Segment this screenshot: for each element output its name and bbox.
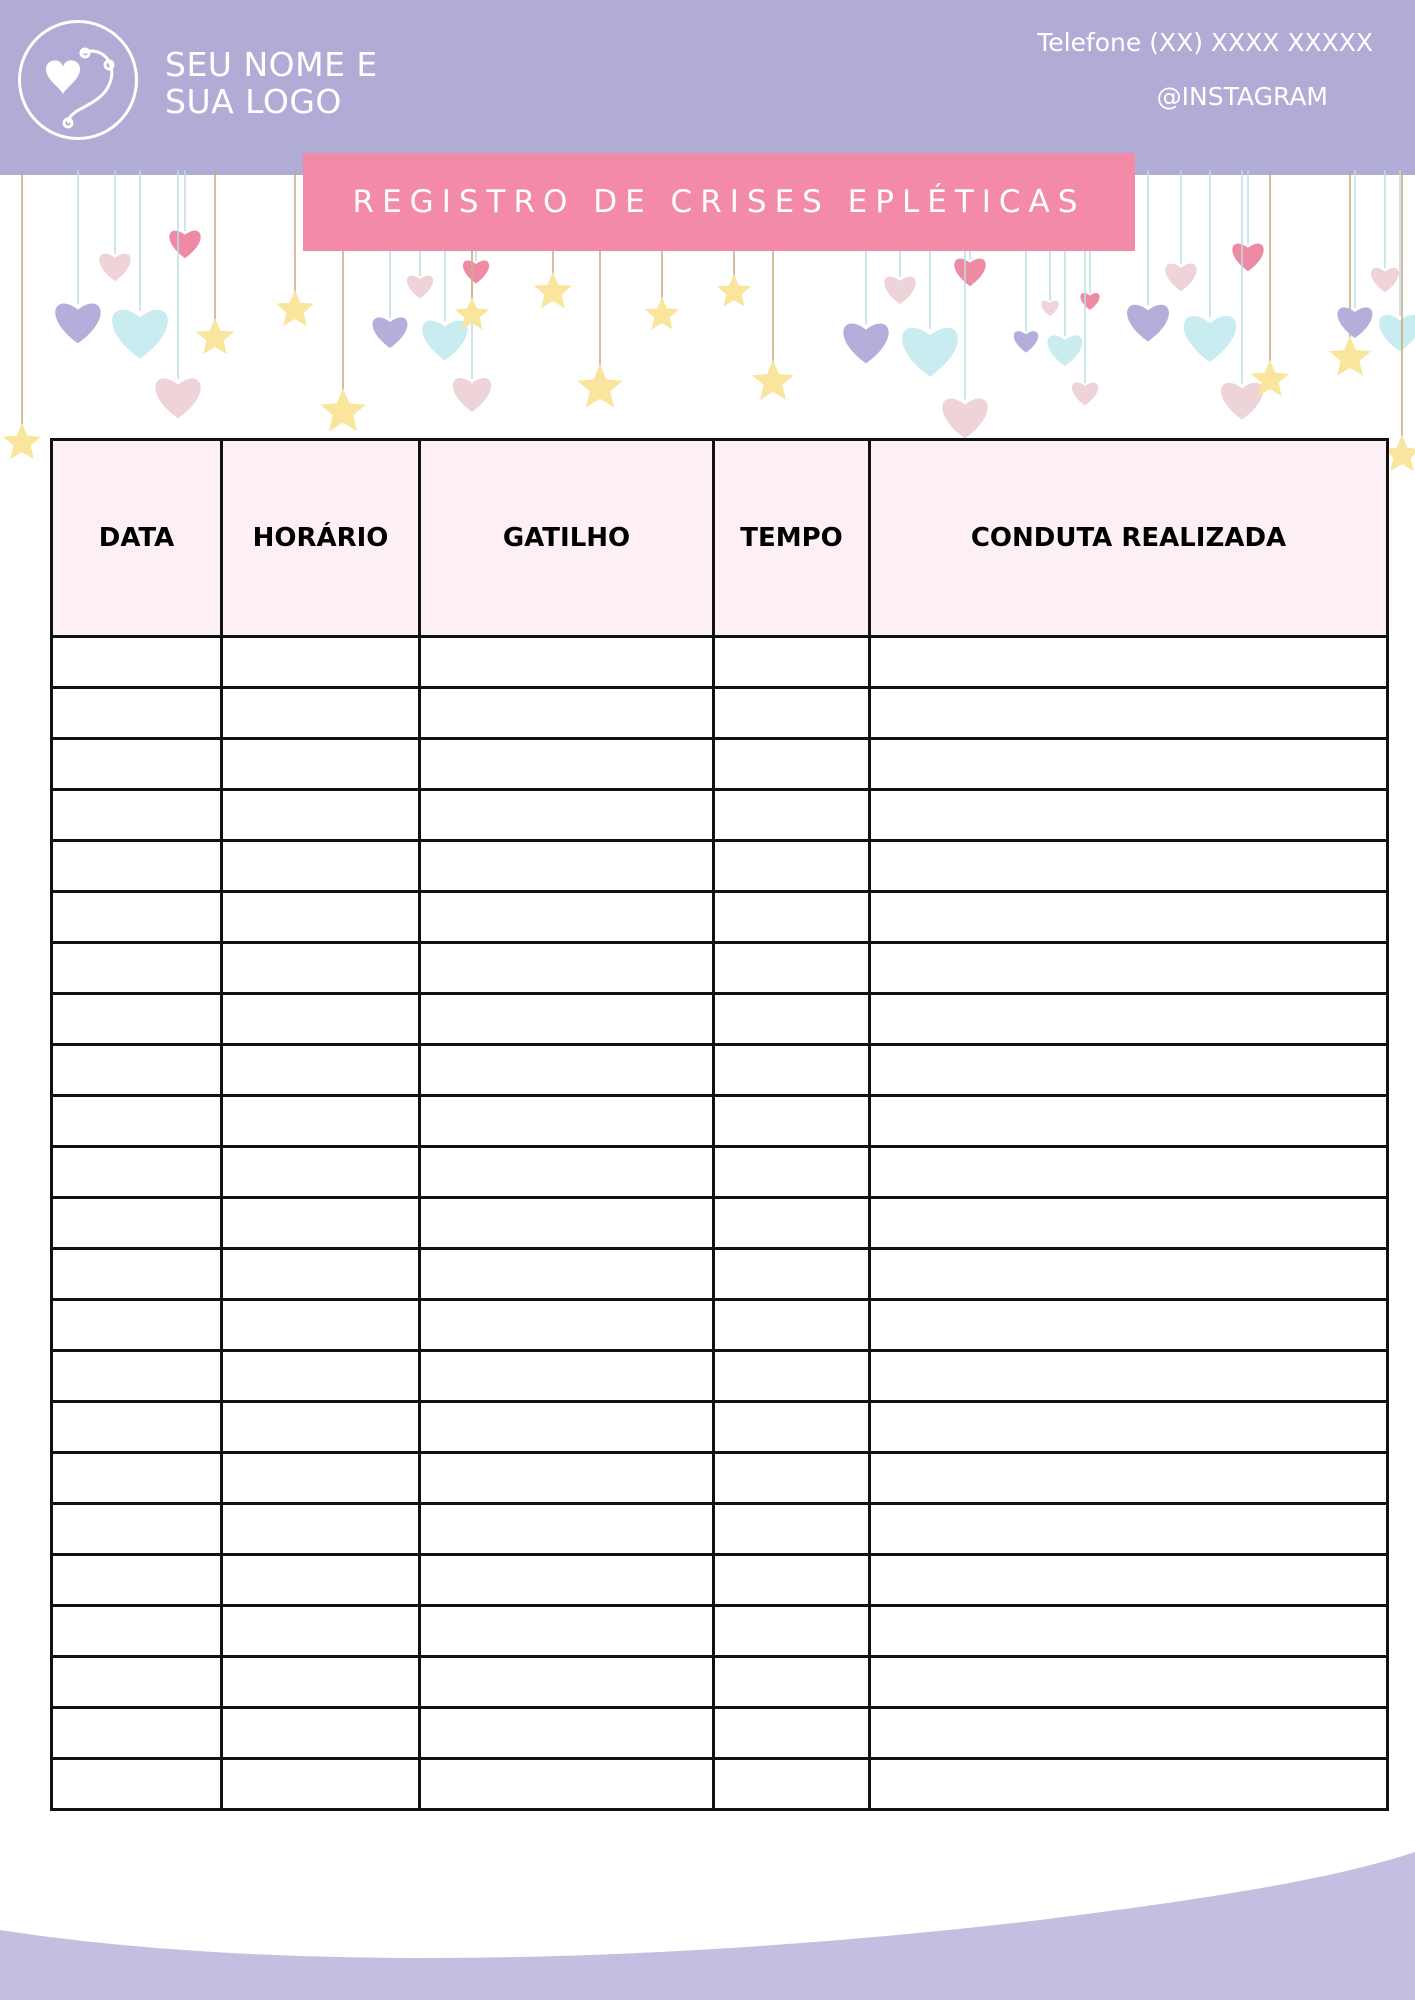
table-cell[interactable] xyxy=(222,1198,420,1249)
heart-stethoscope-icon xyxy=(21,23,135,137)
star-icon xyxy=(276,290,314,326)
table-cell[interactable] xyxy=(714,892,870,943)
table-cell[interactable] xyxy=(222,790,420,841)
heart-icon xyxy=(1338,307,1373,338)
table-cell[interactable] xyxy=(870,1606,1388,1657)
table-row xyxy=(52,637,1388,688)
table-cell[interactable] xyxy=(52,1351,222,1402)
table-row xyxy=(52,1555,1388,1606)
table-row xyxy=(52,892,1388,943)
table-cell[interactable] xyxy=(714,1759,870,1810)
table-cell[interactable] xyxy=(52,841,222,892)
seizure-log-table xyxy=(50,438,1389,1811)
footer-wave xyxy=(0,1840,1415,2000)
table-cell[interactable] xyxy=(222,841,420,892)
heart-icon xyxy=(1048,335,1083,366)
table-cell[interactable] xyxy=(870,994,1388,1045)
table-cell[interactable] xyxy=(714,637,870,688)
table-cell[interactable] xyxy=(714,1147,870,1198)
table-row xyxy=(52,790,1388,841)
table-cell[interactable] xyxy=(52,1555,222,1606)
heart-icon xyxy=(1232,244,1263,272)
table-row xyxy=(52,1300,1388,1351)
table-cell[interactable] xyxy=(870,1504,1388,1555)
table-cell[interactable] xyxy=(870,892,1388,943)
header-bar xyxy=(0,0,1415,175)
table-cell[interactable] xyxy=(222,943,420,994)
table-cell[interactable] xyxy=(420,1759,714,1810)
table-cell[interactable] xyxy=(714,1300,870,1351)
table-cell[interactable] xyxy=(420,1198,714,1249)
table-cell[interactable] xyxy=(420,739,714,790)
table-cell[interactable] xyxy=(222,1147,420,1198)
heart-icon xyxy=(99,254,130,282)
table-cell[interactable] xyxy=(420,1096,714,1147)
table-cell[interactable] xyxy=(222,892,420,943)
table-cell[interactable] xyxy=(420,1504,714,1555)
table-cell[interactable] xyxy=(222,994,420,1045)
logo-line-2: SUA LOGO xyxy=(165,82,342,121)
column-header-gatilho: GATILHO xyxy=(420,440,714,637)
star-icon xyxy=(320,388,366,431)
heart-icon xyxy=(1041,301,1058,316)
table-cell[interactable] xyxy=(222,1096,420,1147)
heart-icon xyxy=(902,328,958,377)
column-header-tempo: TEMPO xyxy=(714,440,870,637)
table-cell[interactable] xyxy=(420,1606,714,1657)
logo-badge xyxy=(18,20,138,140)
table-cell[interactable] xyxy=(420,892,714,943)
table-cell[interactable] xyxy=(222,637,420,688)
table-cell[interactable] xyxy=(420,1555,714,1606)
heart-icon xyxy=(1080,293,1099,310)
table-cell[interactable] xyxy=(420,1147,714,1198)
table-row xyxy=(52,943,1388,994)
table-cell[interactable] xyxy=(870,1402,1388,1453)
table-cell[interactable] xyxy=(870,841,1388,892)
table-row xyxy=(52,739,1388,790)
table-cell[interactable] xyxy=(52,739,222,790)
heart-icon xyxy=(55,304,100,344)
heart-icon xyxy=(1184,316,1236,362)
table-cell[interactable] xyxy=(52,1504,222,1555)
heart-icon xyxy=(1127,305,1169,342)
table-cell[interactable] xyxy=(420,1453,714,1504)
table-cell[interactable] xyxy=(52,1657,222,1708)
table-cell[interactable] xyxy=(222,1300,420,1351)
table-cell[interactable] xyxy=(714,1606,870,1657)
table-cell[interactable] xyxy=(52,1606,222,1657)
table-cell[interactable] xyxy=(420,943,714,994)
table-cell[interactable] xyxy=(222,739,420,790)
heart-icon xyxy=(155,379,200,419)
heart-icon xyxy=(453,378,491,412)
table-cell[interactable] xyxy=(714,1555,870,1606)
table-row xyxy=(52,994,1388,1045)
star-icon xyxy=(577,364,623,407)
table-cell[interactable] xyxy=(52,1249,222,1300)
table-cell[interactable] xyxy=(714,1402,870,1453)
star-icon xyxy=(752,360,794,400)
table-row xyxy=(52,1606,1388,1657)
table-row xyxy=(52,1147,1388,1198)
table-cell[interactable] xyxy=(222,1351,420,1402)
table-row xyxy=(52,1504,1388,1555)
table-row xyxy=(52,1657,1388,1708)
heart-icon xyxy=(373,317,408,348)
table-cell[interactable] xyxy=(870,637,1388,688)
table-row xyxy=(52,1759,1388,1810)
table-row xyxy=(52,1045,1388,1096)
heart-icon xyxy=(884,277,915,305)
table-cell[interactable] xyxy=(870,1096,1388,1147)
heart-icon xyxy=(1165,264,1196,292)
star-icon xyxy=(1329,336,1371,376)
table-row xyxy=(52,1402,1388,1453)
table-cell[interactable] xyxy=(52,1759,222,1810)
table-cell[interactable] xyxy=(222,1249,420,1300)
table-cell[interactable] xyxy=(52,1147,222,1198)
table-cell[interactable] xyxy=(714,739,870,790)
table-row xyxy=(52,1096,1388,1147)
table-cell[interactable] xyxy=(52,943,222,994)
star-icon xyxy=(3,423,41,459)
column-header-horario: HORÁRIO xyxy=(222,440,420,637)
table-row xyxy=(52,1708,1388,1759)
table-cell[interactable] xyxy=(870,1759,1388,1810)
column-header-conduta: CONDUTA REALIZADA xyxy=(870,440,1388,637)
table-cell[interactable] xyxy=(870,1045,1388,1096)
table-cell[interactable] xyxy=(52,637,222,688)
page-title: REGISTRO DE CRISES EPLÉTICAS xyxy=(303,153,1135,251)
table-cell[interactable] xyxy=(714,1708,870,1759)
table-cell[interactable] xyxy=(870,1657,1388,1708)
instagram-handle: @INSTAGRAM xyxy=(1156,82,1328,111)
table-cell[interactable] xyxy=(52,1198,222,1249)
table-cell[interactable] xyxy=(714,994,870,1045)
table-cell[interactable] xyxy=(714,1351,870,1402)
table-cell[interactable] xyxy=(714,1096,870,1147)
table-cell[interactable] xyxy=(420,841,714,892)
table-cell[interactable] xyxy=(222,1504,420,1555)
table-cell[interactable] xyxy=(52,790,222,841)
heart-icon xyxy=(422,321,467,361)
table-cell[interactable] xyxy=(420,1045,714,1096)
table-cell[interactable] xyxy=(52,1708,222,1759)
table-cell[interactable] xyxy=(222,1453,420,1504)
table-cell[interactable] xyxy=(420,637,714,688)
table-cell[interactable] xyxy=(714,943,870,994)
table-cell[interactable] xyxy=(52,1402,222,1453)
table-cell[interactable] xyxy=(420,994,714,1045)
table-cell[interactable] xyxy=(870,688,1388,739)
heart-icon xyxy=(1221,383,1263,420)
table-cell[interactable] xyxy=(222,1708,420,1759)
table-cell[interactable] xyxy=(52,892,222,943)
table-cell[interactable] xyxy=(420,1402,714,1453)
heart-icon xyxy=(942,399,987,439)
table-row xyxy=(52,1249,1388,1300)
table-cell[interactable] xyxy=(52,1096,222,1147)
table-cell[interactable] xyxy=(870,1147,1388,1198)
table-row xyxy=(52,1453,1388,1504)
table-row xyxy=(52,841,1388,892)
heart-icon xyxy=(1014,331,1038,352)
logo-text xyxy=(165,46,378,120)
heart-icon xyxy=(1371,268,1399,293)
table-cell[interactable] xyxy=(420,1657,714,1708)
star-icon xyxy=(645,297,679,330)
table-cell[interactable] xyxy=(870,1300,1388,1351)
table-cell[interactable] xyxy=(870,1453,1388,1504)
star-icon xyxy=(534,272,572,308)
heart-icon xyxy=(112,310,168,359)
table-header-row xyxy=(52,440,1388,637)
table-cell[interactable] xyxy=(870,1198,1388,1249)
table-cell[interactable] xyxy=(420,688,714,739)
table-cell[interactable] xyxy=(222,1657,420,1708)
table-cell[interactable] xyxy=(222,1759,420,1810)
heart-icon xyxy=(954,259,985,287)
table-cell[interactable] xyxy=(52,994,222,1045)
table-cell[interactable] xyxy=(714,688,870,739)
table-cell[interactable] xyxy=(714,1198,870,1249)
table-cell[interactable] xyxy=(714,1453,870,1504)
table-row xyxy=(52,1198,1388,1249)
table-cell[interactable] xyxy=(870,943,1388,994)
table-cell[interactable] xyxy=(420,1249,714,1300)
table-cell[interactable] xyxy=(870,1555,1388,1606)
table-cell[interactable] xyxy=(52,1453,222,1504)
column-header-data: DATA xyxy=(52,440,222,637)
table-cell[interactable] xyxy=(714,1504,870,1555)
table-cell[interactable] xyxy=(52,1045,222,1096)
table-cell[interactable] xyxy=(714,1045,870,1096)
heart-icon xyxy=(1379,315,1415,352)
table-cell[interactable] xyxy=(222,1606,420,1657)
phone-text: Telefone (XX) XXXX XXXXX xyxy=(1037,28,1373,57)
table-cell[interactable] xyxy=(870,1351,1388,1402)
table-row xyxy=(52,688,1388,739)
table-cell[interactable] xyxy=(420,790,714,841)
table-cell[interactable] xyxy=(222,688,420,739)
table-cell[interactable] xyxy=(870,1249,1388,1300)
heart-icon xyxy=(843,324,888,364)
heart-icon xyxy=(463,260,489,283)
heart-icon xyxy=(1072,382,1098,405)
table-cell[interactable] xyxy=(420,1708,714,1759)
star-icon xyxy=(717,274,751,307)
table-cell[interactable] xyxy=(870,1708,1388,1759)
table-cell[interactable] xyxy=(420,1351,714,1402)
table-cell[interactable] xyxy=(222,1045,420,1096)
table-cell[interactable] xyxy=(222,1555,420,1606)
logo-line-1: SEU NOME E xyxy=(165,45,378,84)
table-cell[interactable] xyxy=(222,1402,420,1453)
table-cell[interactable] xyxy=(714,841,870,892)
table-cell[interactable] xyxy=(870,790,1388,841)
table-cell[interactable] xyxy=(714,1249,870,1300)
table-cell[interactable] xyxy=(52,688,222,739)
heart-icon xyxy=(169,231,200,259)
table-cell[interactable] xyxy=(52,1300,222,1351)
heart-icon xyxy=(407,275,433,298)
table-cell[interactable] xyxy=(870,739,1388,790)
table-cell[interactable] xyxy=(420,1300,714,1351)
table-cell[interactable] xyxy=(714,790,870,841)
table-row xyxy=(52,1351,1388,1402)
star-icon xyxy=(196,318,234,354)
table-cell[interactable] xyxy=(714,1657,870,1708)
